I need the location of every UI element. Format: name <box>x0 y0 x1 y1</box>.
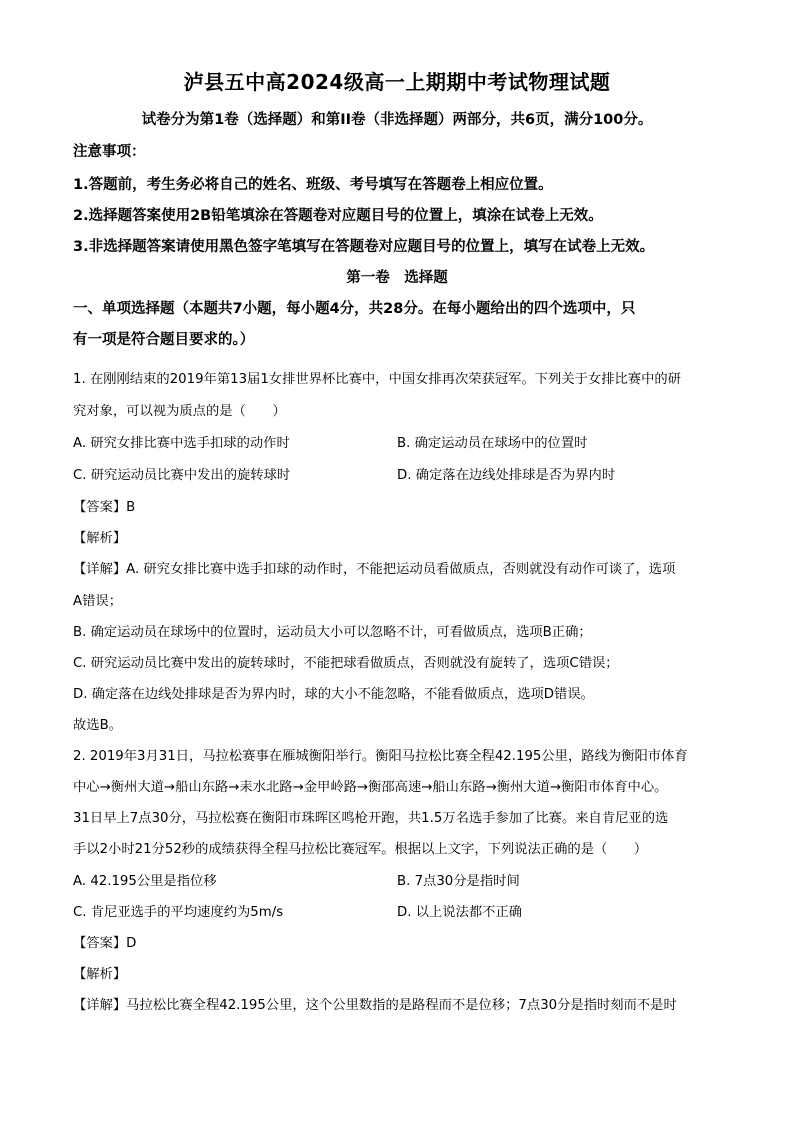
q2-analysis-label: 【解析】 <box>73 967 127 982</box>
q1-option-c: C. 研究运动员比赛中发出的旋转球时 <box>73 468 291 483</box>
q1-stem-line1: 1. 在刚刚结束的2019年第13届1女排世界杯比赛中，中国女排再次荣获冠军。下列关于女排比赛中的研 <box>73 372 682 387</box>
q1-detail-line2: A错误； <box>73 594 122 609</box>
notice-item-2: 2.选择题答案使用2B铅笔填涂在答题卷对应题目号的位置上，填涂在试卷上无效。 <box>73 208 603 224</box>
q2-option-c: C. 肯尼亚选手的平均速度约为5m/s <box>73 905 284 920</box>
q1-detail-line6: 故选B。 <box>73 718 123 733</box>
q2-option-d: D. 以上说法都不正确 <box>397 905 523 920</box>
q1-answer: 【答案】B <box>73 500 136 515</box>
q2-stem-line1: 2. 2019年3月31日，马拉松赛事在雁城衡阳举行。衡阳马拉松比赛全程42.195公里，路线为衡阳市体育 <box>73 749 688 764</box>
q1-detail-line5: D. 确定落在边线处排球是否为界内时，球的大小不能忽略，不能看做质点，选项D错误。 <box>73 687 594 702</box>
q2-stem-line2: 中心→衡州大道→船山东路→耒水北路→金甲岭路→衡邵高速→船山东路→衡州大道→衡阳市体育中心。 <box>73 780 668 795</box>
part1-heading-line2: 有一项是符合题目要求的。） <box>73 332 255 348</box>
q2-answer: 【答案】D <box>73 936 137 951</box>
part1-heading-line1: 一、单项选择题（本题共7小题，每小题4分，共28分。在每小题给出的四个选项中，只 <box>73 301 636 317</box>
exam-title: 泸县五中高2024级高一上期期中考试物理试题 <box>183 70 611 94</box>
q2-stem-line3: 31日早上7点30分，马拉松赛在衡阳市珠晖区鸣枪开跑，共1.5万名选手参加了比赛。来自肯尼亚的选 <box>73 811 669 826</box>
q1-option-d: D. 确定落在边线处排球是否为界内时 <box>397 468 616 483</box>
q1-option-b: B. 确定运动员在球场中的位置时 <box>397 436 588 451</box>
q2-option-a: A. 42.195公里是指位移 <box>73 874 217 889</box>
q1-detail-line1: 【详解】A. 研究女排比赛中选手扣球的动作时，不能把运动员看做质点，否则就没有动作可谈了，选项 <box>73 562 676 577</box>
notice-item-3: 3.非选择题答案请使用黑色签字笔填写在答题卷对应题目号的位置上，填写在试卷上无效。 <box>73 239 655 255</box>
notice-item-1: 1.答题前，考生务必将自己的姓名、班级、考号填写在答题卷上相应位置。 <box>73 177 553 193</box>
notice-heading: 注意事项： <box>73 144 146 160</box>
exam-subtitle: 试卷分为第1卷（选择题）和第II卷（非选择题）两部分，共6页，满分100分。 <box>141 112 653 128</box>
q1-analysis-label: 【解析】 <box>73 531 127 546</box>
q1-option-a: A. 研究女排比赛中选手扣球的动作时 <box>73 436 290 451</box>
section-title: 第一卷 选择题 <box>346 270 448 286</box>
q1-detail-line3: B. 确定运动员在球场中的位置时，运动员大小可以忽略不计，可看做质点，选项B正确； <box>73 625 592 640</box>
q1-stem-line2: 究对象，可以视为质点的是（ ） <box>73 404 286 419</box>
q1-detail-line4: C. 研究运动员比赛中发出的旋转球时，不能把球看做质点，否则就没有旋转了，选项C错误； <box>73 656 619 671</box>
q2-stem-line4: 手以2小时21分52秒的成绩获得全程马拉松比赛冠军。根据以上文字，下列说法正确的是（ ） <box>73 842 648 857</box>
q2-detail-line1: 【详解】马拉松比赛全程42.195公里，这个公里数指的是路程而不是位移；7点30分是指时刻而不是时 <box>73 998 677 1013</box>
q2-option-b: B. 7点30分是指时间 <box>397 874 520 889</box>
